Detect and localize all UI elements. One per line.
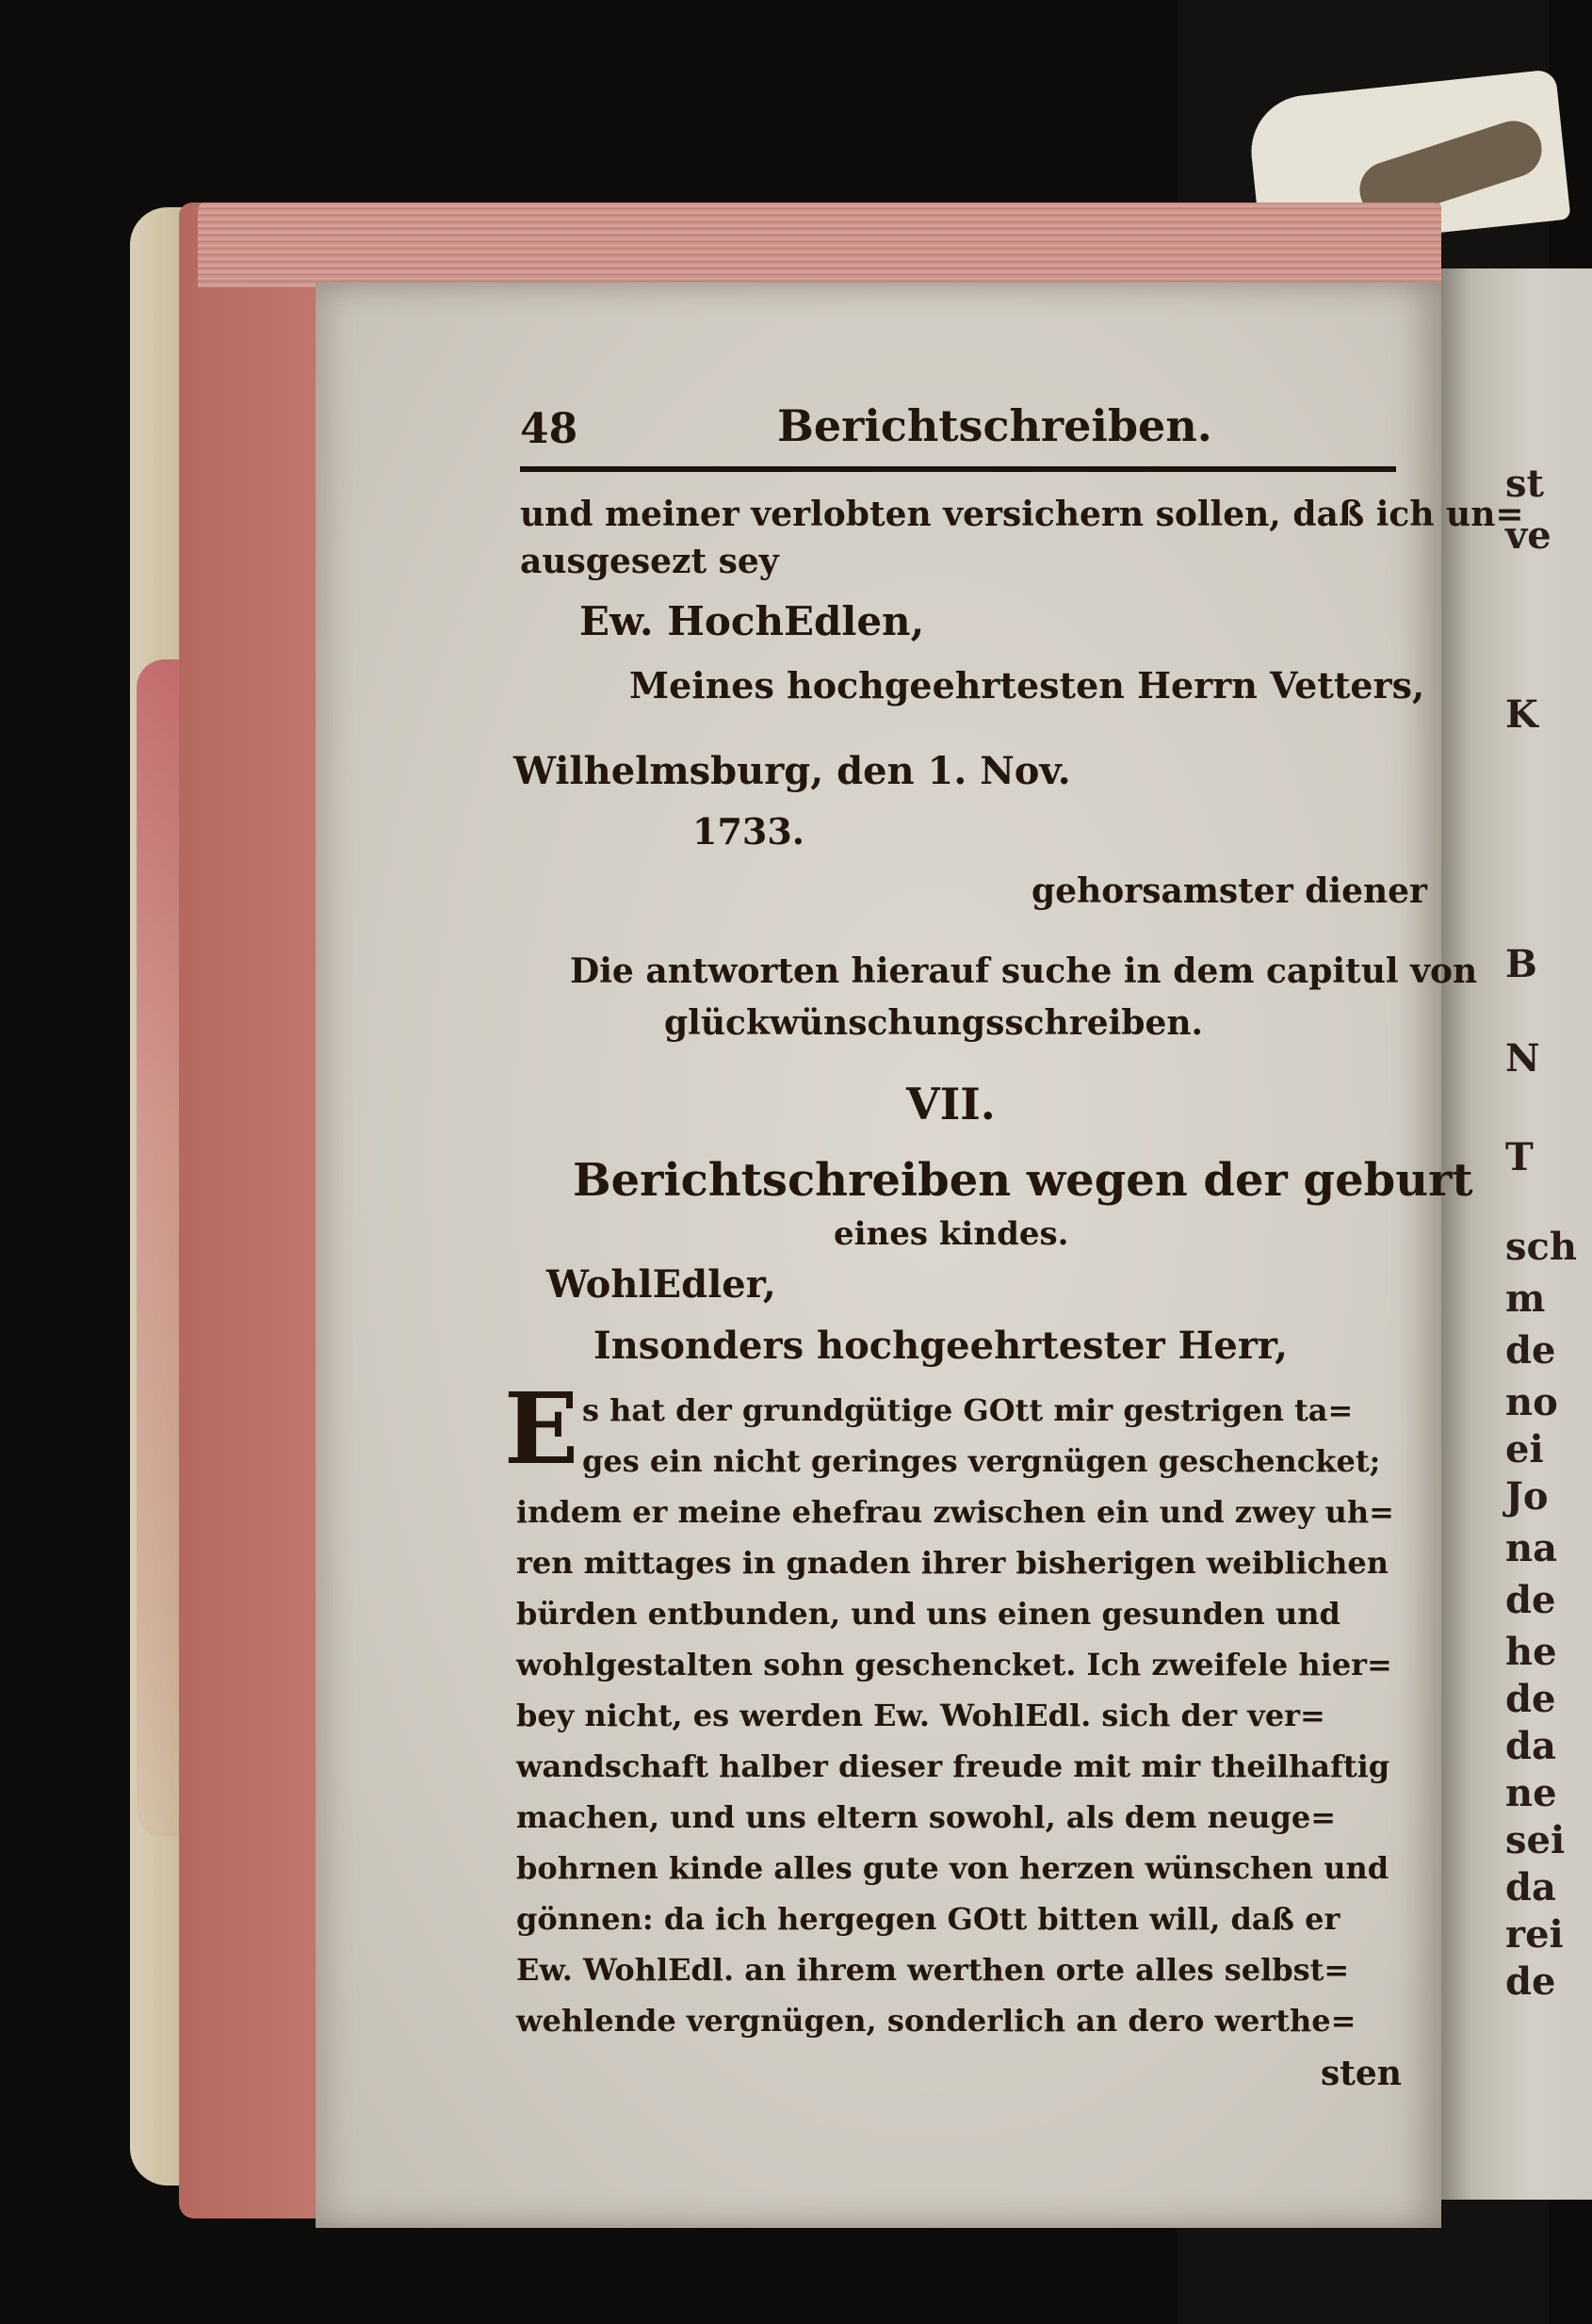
page-number: 48 — [520, 405, 578, 453]
facing-fragment: m — [1505, 1276, 1546, 1321]
letter-line: bürden entbunden, und uns einen gesunden und — [516, 1596, 1340, 1632]
facing-fragment: no — [1505, 1380, 1558, 1424]
facing-fragment: ve — [1505, 513, 1551, 558]
facing-fragment: N — [1505, 1036, 1540, 1081]
address-line: WohlEdler, — [546, 1262, 776, 1307]
facing-fragment: ne — [1505, 1771, 1557, 1815]
text-line: und meiner verlobten versichern sollen, daß ich un= — [520, 495, 1524, 534]
letter-line: Ew. WohlEdl. an ihrem werthen orte alles selbst= — [516, 1952, 1350, 1988]
facing-fragment: Jo — [1505, 1474, 1549, 1519]
facing-fragment: B — [1505, 942, 1537, 986]
facing-fragment: sch — [1505, 1225, 1577, 1269]
facing-fragment: sei — [1505, 1818, 1566, 1862]
place-date: Wilhelmsburg, den 1. Nov. — [513, 749, 1071, 793]
letter-line: wandschaft halber dieser freude mit mir theilhaftig — [516, 1748, 1390, 1784]
facing-fragment: da — [1505, 1865, 1556, 1910]
header-rule — [520, 466, 1396, 472]
facing-fragment: ei — [1505, 1427, 1544, 1471]
letter-line: bohrnen kinde alles gute von herzen wünschen und — [516, 1850, 1389, 1886]
facing-fragment: T — [1505, 1135, 1534, 1179]
text-line: ausgesezt sey — [520, 542, 779, 581]
facing-fragment: de — [1505, 1578, 1556, 1622]
year: 1733. — [692, 810, 804, 853]
letter-line: ges ein nicht geringes vergnügen geschencket; — [582, 1443, 1381, 1479]
letter-line: ren mittages in gnaden ihrer bisherigen weiblichen — [516, 1545, 1389, 1581]
closing-title: Meines hochgeehrtesten Herrn Vetters, — [629, 664, 1425, 707]
letter-line: machen, und uns eltern sowohl, als dem neuge= — [516, 1799, 1337, 1835]
note-line: Die antworten hierauf suche in dem capitul von — [570, 951, 1478, 991]
signature: gehorsamster diener — [1032, 871, 1428, 911]
drop-cap: E — [504, 1371, 579, 1487]
letter-line: bey nicht, es werden Ew. WohlEdl. sich der ver= — [516, 1698, 1325, 1733]
catchword: sten — [1321, 2054, 1402, 2093]
facing-fragment: de — [1505, 1328, 1556, 1373]
section-subtitle: eines kindes. — [834, 1215, 1069, 1253]
facing-fragment: da — [1505, 1724, 1556, 1768]
letter-line: gönnen: da ich hergegen GOtt bitten will, daß er — [516, 1901, 1340, 1937]
facing-fragment: rei — [1505, 1912, 1564, 1957]
letter-line: s hat der grundgütige GOtt mir gestrigen ta= — [582, 1392, 1354, 1428]
facing-fragment: de — [1505, 1677, 1556, 1721]
letter-line: wehlende vergnügen, sonderlich an dero werthe= — [516, 2003, 1356, 2039]
letter-line: indem er meine ehefrau zwischen ein und zwey uh= — [516, 1494, 1394, 1530]
running-head: Berichtschreiben. — [777, 400, 1212, 451]
address-line: Insonders hochgeehrtester Herr, — [593, 1324, 1289, 1368]
letter-line: wohlgestalten sohn geschencket. Ich zweifele hier= — [516, 1647, 1392, 1682]
top-page-edges — [198, 203, 1441, 287]
facing-fragment: de — [1505, 1959, 1556, 2004]
facing-fragment: na — [1505, 1526, 1557, 1570]
note-line: glückwünschungsschreiben. — [664, 1003, 1204, 1043]
facing-fragment: st — [1505, 462, 1544, 506]
facing-fragment: K — [1505, 692, 1538, 737]
salutation-close: Ew. HochEdlen, — [579, 598, 925, 644]
section-title: Berichtschreiben wegen der geburt — [573, 1154, 1473, 1207]
facing-fragment: he — [1505, 1630, 1557, 1674]
section-number: VII. — [906, 1079, 996, 1129]
